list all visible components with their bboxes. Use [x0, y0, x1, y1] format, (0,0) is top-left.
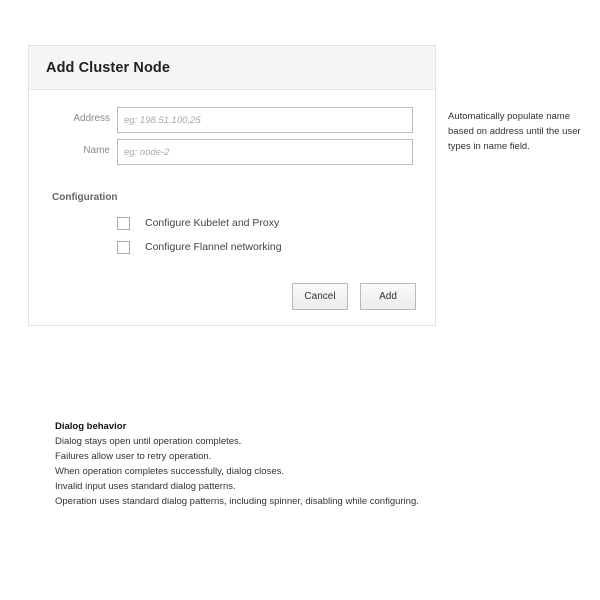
address-input[interactable]	[117, 107, 413, 133]
dialog-header	[29, 46, 435, 90]
kubelet-proxy-label: Configure Kubelet and Proxy	[145, 217, 280, 229]
behavior-line: When operation completes successfully, dialog closes.	[55, 466, 284, 477]
behavior-line: Invalid input uses standard dialog patterns.	[55, 481, 236, 492]
address-row	[29, 107, 435, 133]
dialog-behavior-notes	[55, 419, 419, 509]
add-button[interactable]: Add	[360, 283, 416, 310]
behavior-line: Dialog stays open until operation completes.	[55, 436, 242, 447]
dialog-title: Add Cluster Node	[46, 60, 171, 76]
flannel-networking-label: Configure Flannel networking	[145, 241, 282, 253]
flannel-networking-checkbox[interactable]	[117, 241, 130, 254]
configuration-section-title: Configuration	[52, 192, 118, 203]
address-label: Address	[73, 113, 110, 124]
kubelet-proxy-checkbox[interactable]	[117, 217, 130, 230]
name-input[interactable]	[117, 139, 413, 165]
add-cluster-node-dialog	[28, 45, 436, 326]
cancel-button[interactable]: Cancel	[292, 283, 348, 310]
name-label: Name	[83, 145, 110, 156]
behavior-line: Failures allow user to retry operation.	[55, 451, 212, 462]
side-note: Automatically populate name based on address until the user types in name field.	[448, 111, 581, 152]
name-row	[29, 139, 435, 165]
behavior-title: Dialog behavior	[55, 421, 127, 432]
behavior-line: Operation uses standard dialog patterns, including spinner, disabling while configuring.	[55, 496, 419, 507]
